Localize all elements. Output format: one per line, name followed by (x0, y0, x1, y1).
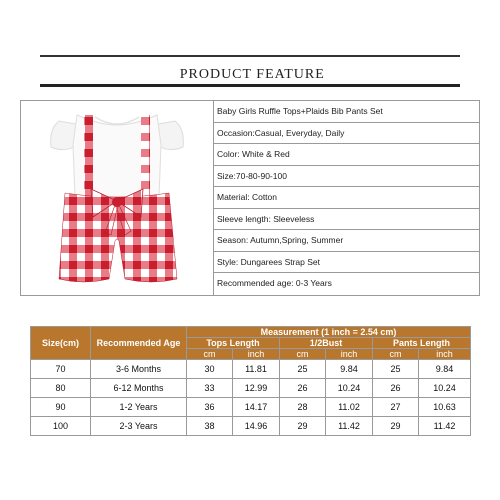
cell-tops-cm: 33 (187, 379, 233, 398)
cell-bust-inch: 11.42 (326, 417, 373, 436)
size-chart-table (30, 326, 471, 436)
header-size: Size(cm) (31, 327, 91, 360)
cell-pants-cm: 26 (373, 379, 419, 398)
header-pants-length: Pants Length (373, 338, 471, 349)
attr-material: Material: Cotton (214, 187, 479, 209)
attribute-list (214, 101, 479, 295)
cell-size: 80 (31, 379, 91, 398)
table-row (31, 360, 471, 379)
header-age: Recommended Age (91, 327, 187, 360)
header-bust: 1/2Bust (280, 338, 373, 349)
unit-cm: cm (187, 349, 233, 360)
cell-tops-inch: 14.96 (233, 417, 280, 436)
cell-tops-cm: 36 (187, 398, 233, 417)
cell-age: 6-12 Months (91, 379, 187, 398)
cell-bust-inch: 11.02 (326, 398, 373, 417)
cell-pants-inch: 10.63 (419, 398, 471, 417)
cell-pants-inch: 11.42 (419, 417, 471, 436)
cell-pants-inch: 10.24 (419, 379, 471, 398)
cell-age: 2-3 Years (91, 417, 187, 436)
cell-tops-inch: 12.99 (233, 379, 280, 398)
cell-size: 70 (31, 360, 91, 379)
cell-tops-inch: 11.81 (233, 360, 280, 379)
unit-inch: inch (326, 349, 373, 360)
cell-bust-cm: 28 (280, 398, 326, 417)
unit-inch: inch (233, 349, 280, 360)
header-measurement: Measurement (1 inch = 2.54 cm) (187, 327, 471, 338)
girls-outfit-image (21, 101, 213, 295)
cell-tops-cm: 38 (187, 417, 233, 436)
product-photo (21, 101, 214, 295)
attr-color: Color: White & Red (214, 144, 479, 166)
attr-style: Style: Dungarees Strap Set (214, 252, 479, 274)
heading-underline (40, 84, 460, 87)
cell-age: 1-2 Years (91, 398, 187, 417)
cell-tops-inch: 14.17 (233, 398, 280, 417)
cell-pants-cm: 25 (373, 360, 419, 379)
cell-bust-cm: 25 (280, 360, 326, 379)
attr-season: Season: Autumn,Spring, Summer (214, 230, 479, 252)
attr-sleeve: Sleeve length: Sleeveless (214, 209, 479, 231)
attr-size: Size:70-80-90-100 (214, 166, 479, 188)
cell-size: 90 (31, 398, 91, 417)
table-row (31, 398, 471, 417)
product-feature-panel (20, 100, 480, 296)
table-row (31, 417, 471, 436)
cell-pants-inch: 9.84 (419, 360, 471, 379)
cell-bust-inch: 10.24 (326, 379, 373, 398)
cell-bust-inch: 9.84 (326, 360, 373, 379)
unit-cm: cm (280, 349, 326, 360)
unit-inch: inch (419, 349, 471, 360)
top-divider (40, 55, 460, 57)
cell-size: 100 (31, 417, 91, 436)
table-row (31, 379, 471, 398)
unit-cm: cm (373, 349, 419, 360)
attr-age: Recommended age: 0-3 Years (217, 278, 332, 288)
heading-text: PRODUCT FEATURE (179, 67, 325, 82)
product-feature-heading (0, 66, 500, 84)
attr-title: Baby Girls Ruffle Tops+Plaids Bib Pants Set (214, 101, 479, 123)
cell-bust-cm: 29 (280, 417, 326, 436)
cell-age: 3-6 Months (91, 360, 187, 379)
cell-pants-cm: 29 (373, 417, 419, 436)
cell-tops-cm: 30 (187, 360, 233, 379)
attr-occasion: Occasion:Casual, Everyday, Daily (214, 123, 479, 145)
header-tops-length: Tops Length (187, 338, 280, 349)
cell-pants-cm: 27 (373, 398, 419, 417)
cell-bust-cm: 26 (280, 379, 326, 398)
